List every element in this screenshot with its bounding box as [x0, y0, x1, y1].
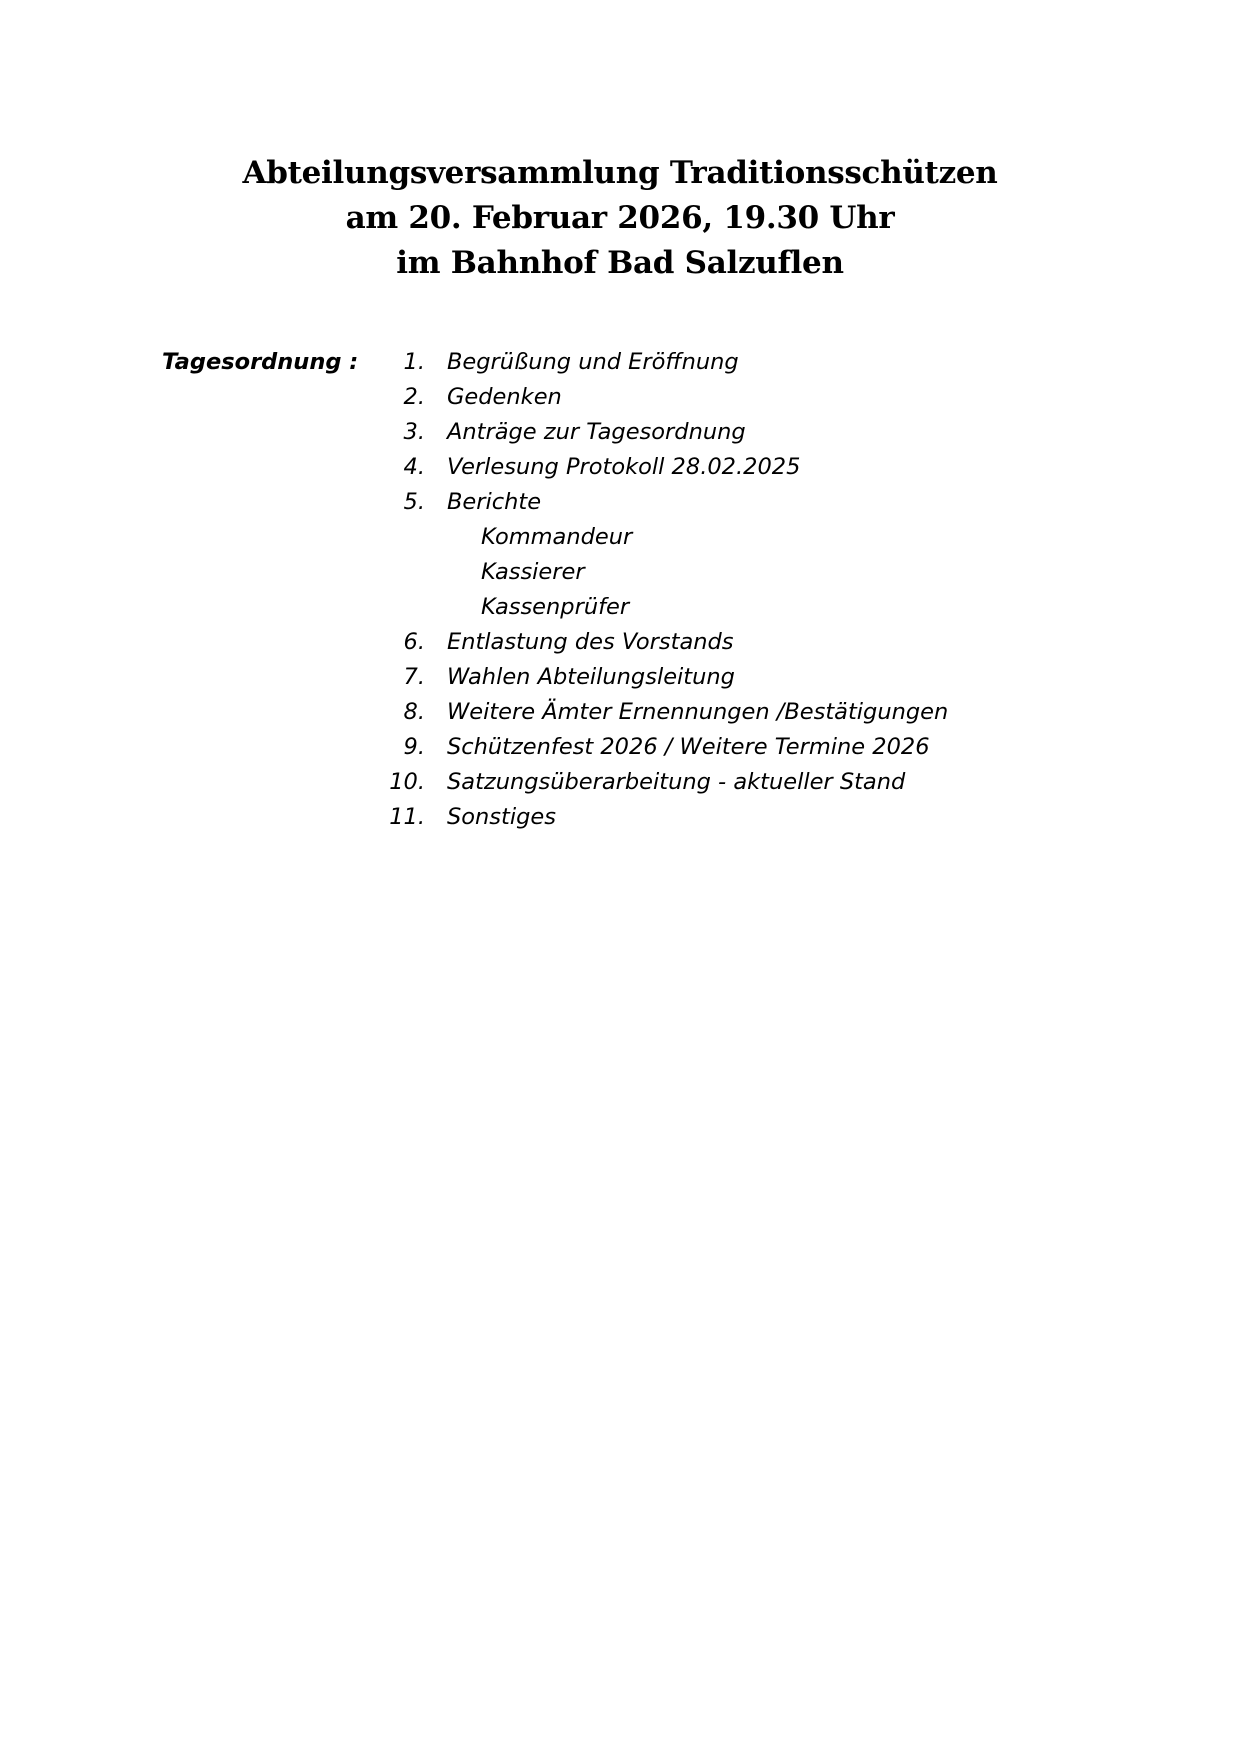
- agenda-item-number: 7.: [403, 664, 425, 690]
- agenda-item-text: Gedenken: [447, 384, 562, 410]
- agenda-subitem-text: Kassenprüfer: [481, 594, 630, 620]
- agenda-item-number: 5.: [403, 489, 425, 515]
- document-title: [0, 151, 1240, 286]
- title-line-location: im Bahnhof Bad Salzuflen: [396, 245, 844, 281]
- agenda-item-number: 6.: [403, 629, 425, 655]
- agenda-item-text: Berichte: [447, 489, 542, 515]
- agenda-item-text: Begrüßung und Eröffnung: [447, 349, 739, 375]
- agenda-item-text: Entlastung des Vorstands: [447, 629, 734, 655]
- agenda-item-text: Verlesung Protokoll 28.02.2025: [447, 454, 801, 480]
- agenda-subitem-text: Kassierer: [481, 559, 585, 585]
- agenda-item-number: 8.: [403, 699, 425, 725]
- agenda-item-text: Schützenfest 2026 / Weitere Termine 2026: [447, 734, 930, 760]
- agenda-item-text: Satzungsüberarbeitung - aktueller Stand: [447, 769, 906, 795]
- agenda-item-number: 9.: [403, 734, 425, 760]
- agenda-item-text: Anträge zur Tagesordnung: [447, 419, 746, 445]
- title-line-date: am 20. Februar 2026, 19.30 Uhr: [345, 200, 895, 236]
- agenda-item-number: 3.: [403, 419, 425, 445]
- agenda-item-number: 2.: [403, 384, 425, 410]
- agenda-item-number: 1.: [403, 349, 425, 375]
- agenda-item-number: 4.: [403, 454, 425, 480]
- agenda-subitem-text: Kommandeur: [481, 524, 633, 550]
- agenda-item-text: Sonstiges: [447, 804, 556, 830]
- agenda-item-text: Wahlen Abteilungsleitung: [447, 664, 735, 690]
- agenda-item-number: 11.: [389, 804, 425, 830]
- title-line-heading: Abteilungsversammlung Traditionsschützen: [242, 155, 998, 191]
- agenda-item-number: 10.: [389, 769, 425, 795]
- agenda-item-text: Weitere Ämter Ernennungen /Bestätigungen: [447, 699, 949, 725]
- agenda-label: Tagesordnung :: [162, 349, 359, 375]
